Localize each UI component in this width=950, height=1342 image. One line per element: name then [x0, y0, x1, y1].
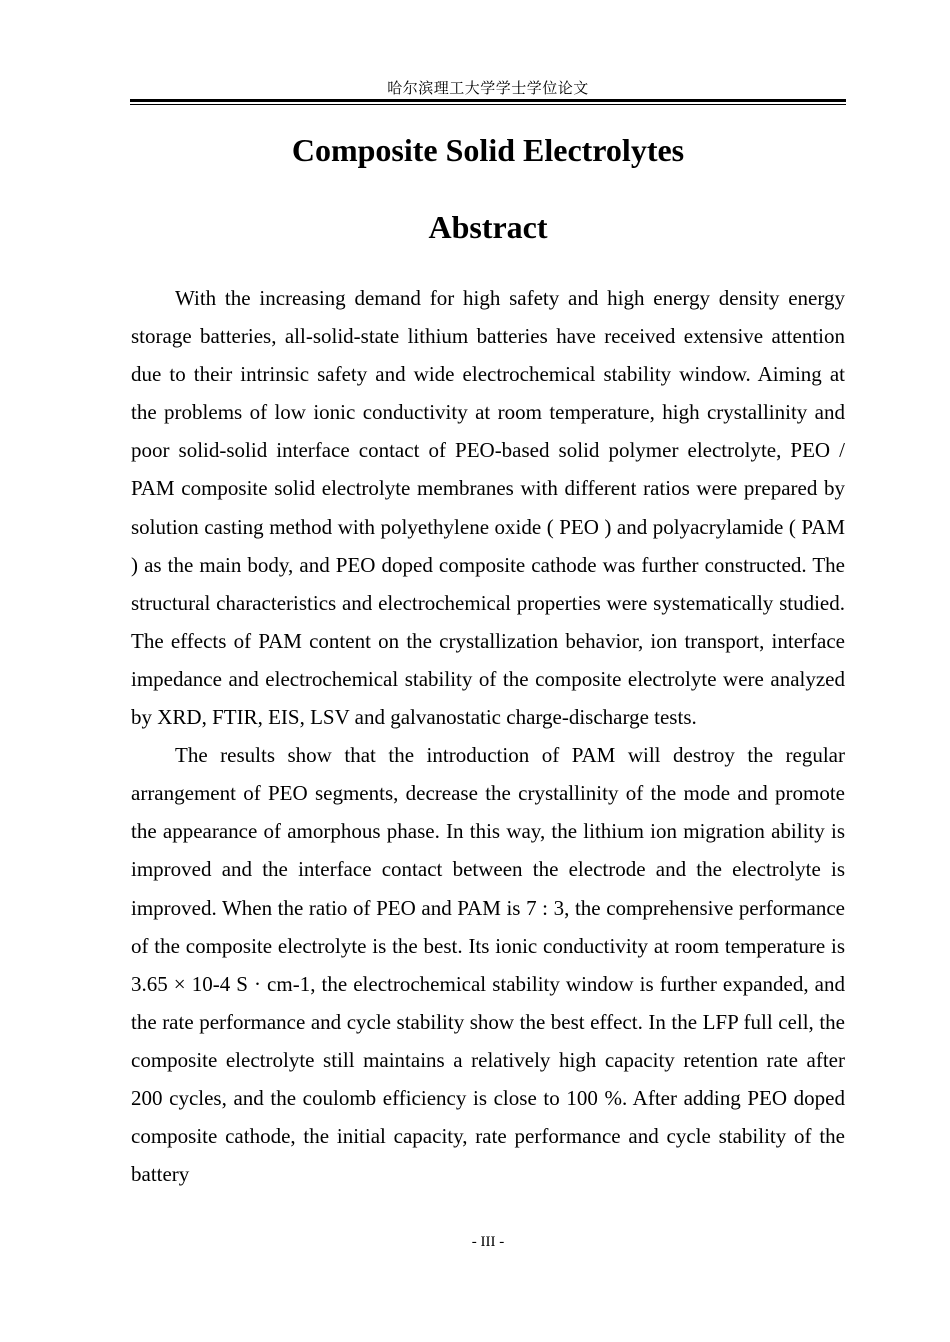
header-rule-thin	[130, 104, 846, 105]
abstract-body	[131, 279, 845, 1193]
page-number: - III -	[471, 1234, 505, 1250]
running-header: 哈尔滨理工大学学士学位论文	[387, 79, 589, 97]
abstract-paragraph-1: With the increasing demand for high safety and high energy density energy storage batteries, all-solid-state lithium batteries have received extensive attention due to their intrinsic safety and wide electrochemical stability window. Aiming at the problems of low ionic conductivity at room temperature, high crystallinity and poor solid-solid interface contact of PEO-based solid polymer electrolyte, PEO / PAM composite solid electrolyte membranes with different ratios were prepared by solution casting method with polyethylene oxide ( PEO ) and polyacrylamide ( PAM ) as the main body, and PEO doped composite cathode was further constructed. The structural characteristics and electrochemical properties were systematically studied. The effects of PAM content on the crystallization behavior, ion transport, interface impedance and electrochemical stability of the composite electrolyte were analyzed by XRD, FTIR, EIS, LSV and galvanostatic charge-discharge tests.	[131, 286, 845, 730]
abstract-paragraph-2: The results show that the introduction of PAM will destroy the regular arrangement of PEO segments, decrease the crystallinity of the mode and promote the appearance of amorphous phase. In this way, the lithium ion migration ability is improved and the interface contact between the electrode and the electrolyte is improved. When the ratio of PEO and PAM is 7 : 3, the comprehensive performance of the composite electrolyte is the best. Its ionic conductivity at room temperature is 3.65 × 10-4 S · cm-1, the electrochemical stability window is further expanded, and the rate performance and cycle stability show the best effect. In the LFP full cell, the composite electrolyte still maintains a relatively high capacity retention rate after 200 cycles, and the coulomb efficiency is close to 100 %. After adding PEO doped composite cathode, the initial capacity, rate performance and cycle stability of the battery	[131, 743, 845, 1187]
document-title: Composite Solid Electrolytes	[291, 132, 685, 168]
header-rule-thick	[130, 99, 846, 102]
abstract-heading: Abstract	[428, 209, 548, 245]
